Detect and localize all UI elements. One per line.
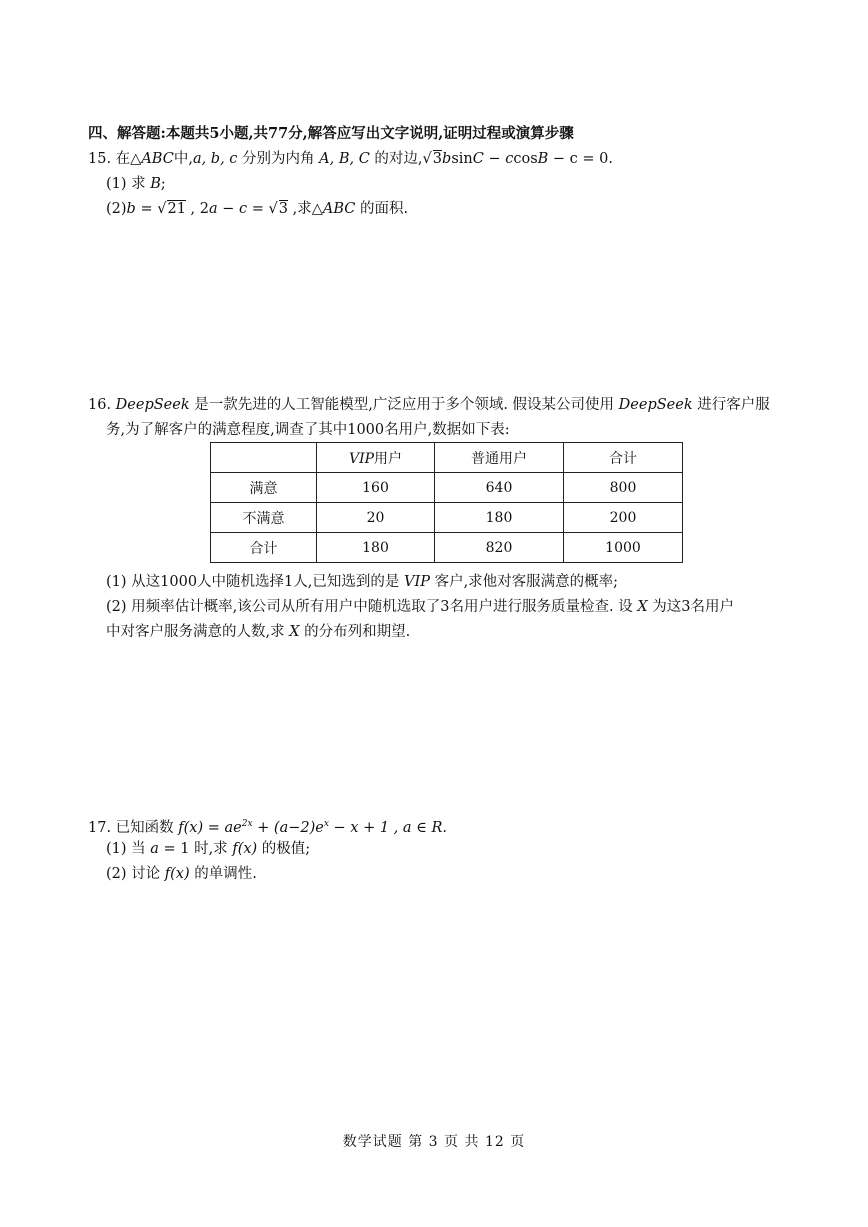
math-exponent: x — [323, 819, 329, 829]
math-var: e — [233, 819, 242, 836]
text: 用户 — [374, 450, 403, 467]
sqrt-radicand: 3 — [278, 201, 288, 217]
math-var: C — [472, 151, 484, 167]
question-15-sub1 — [106, 174, 166, 194]
question-16-sub2-line2 — [106, 622, 410, 642]
math-var: c — [239, 201, 248, 217]
math-var: X — [637, 599, 648, 615]
question-16-sub1 — [106, 572, 618, 592]
text: 16. — [88, 397, 116, 413]
text: (2) 讨论 — [106, 866, 165, 882]
text: (1) 从这1000人中随机选择1人,已知选到的是 — [106, 574, 404, 590]
table-cell: 20 — [317, 503, 435, 533]
math-var: B — [537, 151, 549, 167]
table-header-cell — [211, 443, 317, 473]
text: = 1 时,求 — [158, 841, 233, 857]
text: sin — [451, 151, 473, 167]
table-cell: 800 — [564, 473, 683, 503]
question-17-stem — [88, 814, 447, 838]
table-row — [211, 473, 683, 503]
text: 15. 在△ — [88, 151, 142, 167]
table-cell: 160 — [317, 473, 435, 503]
text: 中对客户服务满意的人数,求 — [106, 624, 290, 640]
math-var: b — [126, 201, 136, 217]
text: cos — [513, 151, 538, 167]
math-var: a — [150, 841, 159, 857]
math-var: b — [442, 151, 452, 167]
math-var: f(x) — [232, 841, 258, 857]
math-var: + (a−2)e — [252, 819, 324, 836]
math-var: VIP — [404, 574, 430, 590]
text: 分别为内角 — [237, 151, 320, 167]
math-var: VIP — [348, 450, 375, 467]
table-header-row — [211, 443, 683, 473]
text: (2) — [106, 201, 127, 217]
table-cell: 180 — [435, 503, 564, 533]
question-16-sub2-line1 — [106, 597, 734, 617]
math-var: = a — [203, 819, 234, 836]
table-cell: 不满意 — [211, 503, 317, 533]
text: (2) 用频率估计概率,该公司从所有用户中随机选取了3名用户进行服务质量检查. 设 — [106, 599, 638, 615]
math-var: ABC — [141, 151, 174, 167]
table-row — [211, 503, 683, 533]
math-var: B — [150, 176, 161, 192]
table-cell: 640 — [435, 473, 564, 503]
table-cell: 820 — [435, 533, 564, 563]
table-cell: 合计 — [211, 533, 317, 563]
math-var: A, B, C — [319, 151, 370, 167]
text: ; — [160, 176, 166, 192]
math-var: a — [208, 201, 218, 217]
table-cell: 200 — [564, 503, 683, 533]
math-var: DeepSeek — [115, 397, 190, 413]
table-cell: 1000 — [564, 533, 683, 563]
text: (1) 当 — [106, 841, 151, 857]
text: 17. 已知函数 — [88, 819, 179, 836]
survey-table — [210, 442, 683, 563]
text: − — [217, 201, 240, 217]
text: = — [135, 201, 158, 217]
text: = — [247, 201, 269, 217]
question-15-sub2 — [106, 199, 408, 219]
sqrt-symbol: √ — [157, 201, 167, 217]
table-header-cell — [317, 443, 435, 473]
table-header-cell: 普通用户 — [435, 443, 564, 473]
text: 的对边, — [369, 151, 423, 167]
text: − c = 0. — [548, 151, 613, 167]
text: 进行客户服 — [692, 397, 770, 413]
math-var: f(x) — [164, 866, 190, 882]
text: 的分布列和期望. — [299, 624, 411, 640]
sqrt-symbol: √ — [422, 151, 432, 167]
sqrt-symbol: √ — [268, 201, 278, 217]
text: 是一款先进的人工智能模型,广泛应用于多个领域. 假设某公司使用 — [189, 397, 619, 413]
text: , 2 — [185, 201, 209, 217]
text: 的面积. — [355, 201, 409, 217]
math-var: − c — [483, 151, 514, 167]
page-footer: 数学试题 第 3 页 共 12 页 — [342, 1134, 526, 1150]
text: 中, — [173, 151, 193, 167]
sqrt-radicand: 3 — [432, 151, 443, 167]
question-17-sub1 — [106, 839, 310, 859]
section-title: 四、解答题:本题共5小题,共77分,解答应写出文字说明,证明过程或演算步骤 — [88, 125, 574, 142]
math-var: f(x) — [178, 819, 204, 836]
table-cell: 满意 — [211, 473, 317, 503]
question-17-sub2 — [106, 864, 257, 884]
math-var: X — [289, 624, 300, 640]
text: 的单调性. — [189, 866, 257, 882]
table-header-cell: 合计 — [564, 443, 683, 473]
question-15-stem — [88, 149, 613, 169]
math-var: − x + 1 , a ∈ R. — [328, 819, 448, 836]
text: 为这3名用户 — [647, 599, 734, 615]
math-exponent: 2x — [241, 819, 253, 829]
math-var: a, b, c — [192, 151, 238, 167]
sqrt-radicand: 21 — [167, 201, 186, 217]
text: 客户,求他对客服满意的概率; — [429, 574, 619, 590]
table-row — [211, 533, 683, 563]
text: ,求△ — [288, 201, 323, 217]
math-var: ABC — [322, 201, 356, 217]
question-16-stem-line2: 务,为了解客户的满意程度,调查了其中1000名用户,数据如下表: — [106, 422, 510, 438]
text: (1) 求 — [106, 176, 151, 192]
text: 的极值; — [257, 841, 311, 857]
table-cell: 180 — [317, 533, 435, 563]
question-16-stem-line1 — [88, 395, 770, 415]
math-var: DeepSeek — [618, 397, 693, 413]
